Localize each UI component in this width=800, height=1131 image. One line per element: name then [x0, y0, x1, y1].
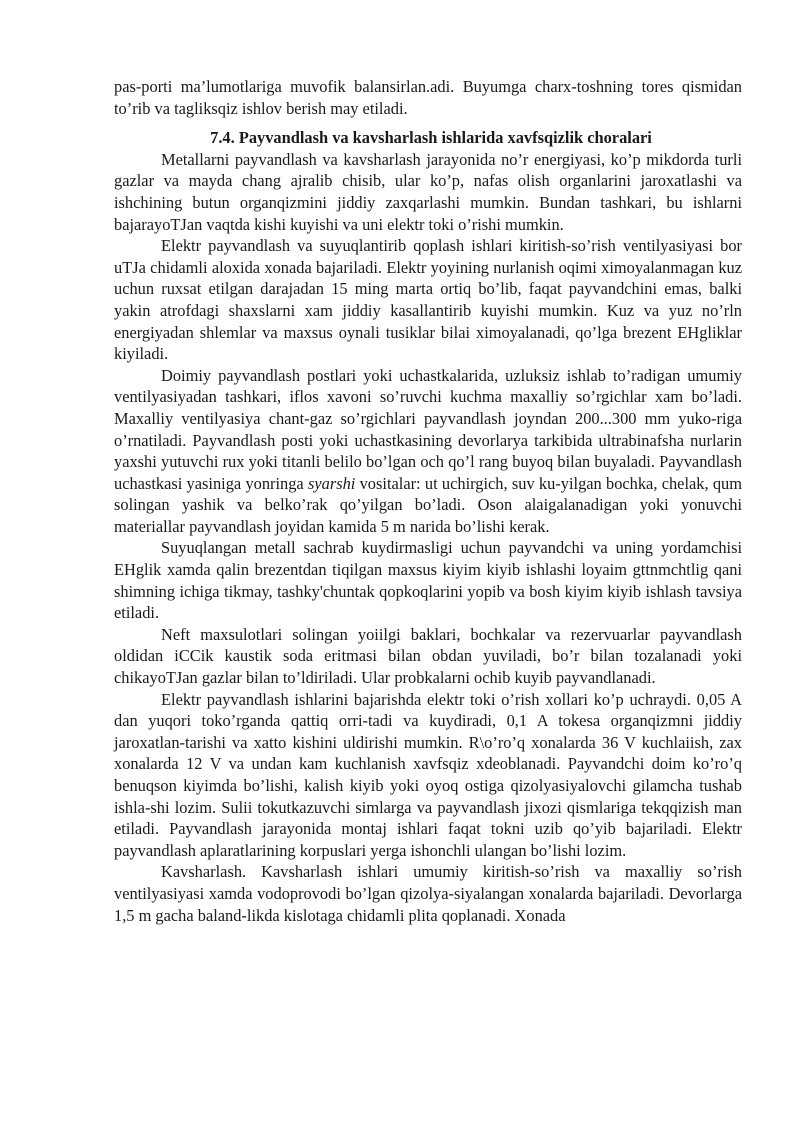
paragraph-electric-welding-room: Elektr payvandlash va suyuqlantirib qoplash ishlari kiritish-so’rish ventilyasiyasi bor uTJa chidamli aloxida xonada bajariladi. Elektr yoyining nurlanish oqimi ximoyalanmagan kuz uchun ruxsat etilgan darajadan 15 ming marta ortiq bo’lib, faqat payvandchini emas, balki yakin atrofdagi shaxslarni xam jiddiy kasallantirib kuyishi mumkin. Kuz va yuz no’rln energiyadan shlemlar va maxsus oynali tusiklar bilai ximoyalanadi, qo’lga brezent EHgliklar kiyiladi.: [114, 236, 742, 364]
paragraph-permanent-posts-part2: vositalar: ut uchirgich, suv ku-yilgan bochka, chelak, qum solingan yashik va belko’rak qo’yilgan bo’ladi. Oson alaigalanadigan yoki yonuvchi materiallar payvandlash joyidan kamida 5 m narida bo’lishi kerak.: [114, 473, 742, 536]
paragraph-protective-clothing: Suyuqlangan metall sachrab kuydirmasligi uchun payvandchi va uning yordamchisi EHglik xamda qalin brezentdan tiqilgan maxsus kiyim kiyib ishlashi loyaim gttnmchtlig qani shimning ichiga tikmay, tashky'chuntak qopkoqlarini yopib va bosh kiyim kiyib ishlash tavsiya etiladi.: [114, 538, 742, 623]
paragraph-soldering: Kavsharlash. Kavsharlash ishlari umumiy kiritish-so’rish va maxalliy so’rish ventilyasiyasi xamda vodoprovodi bo’lgan qizolya-siyalangan xonalarda bajariladi. Devorlarga 1,5 m gacha baland-likda kislotaga chidamli plita qoplanadi. Xonada: [114, 862, 742, 925]
page-content: [114, 76, 742, 926]
italic-term: syarshi: [307, 473, 356, 493]
intro-paragraph: pas-porti ma’lumotlariga muvofik balansirlan.adi. Buyumga charx-toshning tores qismidan to’rib va tagliksqiz ishlov berish may etiladi.: [114, 77, 742, 118]
paragraph-fuel-tanks: Neft maxsulotlari solingan yoiilgi baklari, bochkalar va rezervuarlar payvandlash oldidan iCCik kaustik soda eritmasi bilan obdan yuviladi, bo’r bilan tozalanadi yoki chikayoTJan gazlar bilan to’ldiriladi. Ular probkalarni ochib kuyib payvandlanadi.: [114, 624, 742, 688]
paragraph-permanent-posts: [114, 365, 742, 538]
section-heading: 7.4. Payvandlash va kavsharlash ishlarida xavfsqizlik choralari: [210, 128, 652, 148]
paragraph-hazards: Metallarni payvandlash va kavsharlash jarayonida no’r energiyasi, ko’p mikdorda turli gazlar va mayda chang ajralib chisib, ular ko’p, nafas olish organlarini jaroxatlashi va ishchining butun organqizmini jiddiy zaxqarlashi mumkin. Bundan tashkari, bu ishlarni bajarayoTJan vaqtda kishi kuyishi va uni elektr toki o’rishi mumkin.: [114, 149, 742, 234]
paragraph-permanent-posts-part1: Doimiy payvandlash postlari yoki uchastkalarida, uzluksiz ishlab to’radigan umumiy ventilyasiyadan tashkari, iflos xavoni so’ruvchi kuchma maxalliy so’rgichlar xam bo’ladi. Maxalliy ventilyasiya chant-gaz so’rgichlari payvandlash joyndan 200...300 mm yuko-riga o’rnatiladi. Payvandlash posti yoki uchastkasining devorlarya tarkibida ultrabinafsha nurlarin yaxshi yutuvchi rux yoki titanli belilo bo’lgan och qo’l rang buyoq bilan buyaladi. Payvandlash uchastkasi yasiniga yonringa: [114, 365, 742, 493]
paragraph-electric-shock: Elektr payvandlash ishlarini bajarishda elektr toki o’rish xollari ko’p uchraydi. 0,05 A dan yuqori toko’rganda qattiq orri-tadi va kuydiradi, 0,1 A tokesa organqizmni jiddiy jaroxatlan-tarishi va xatto kishini uldirishi mumkin. R\o’ro’q xonalarda 36 V kuchlaiish, zax xonalarda 12 V va undan kam kuchlanish xavfsqiz xdeoblanadi. Payvandchi doim ko’ro’q benuqson kiyimda bo’lishi, kalish kiyib yoki oyoq ostiga qizolyasiyalovchi gilamcha tushab ishla-shi lozim. Sulii tokutkazuvchi simlarga va payvandlash jixozi qismlariga tekqqizish man etiladi. Payvandlash jarayonida montaj ishlari faqat tokni uzib qo’yib bajariladi. Elektr payvandlash aplaratlarining korpuslari yerga ishonchli ulangan bo’lishi lozim.: [114, 689, 742, 860]
